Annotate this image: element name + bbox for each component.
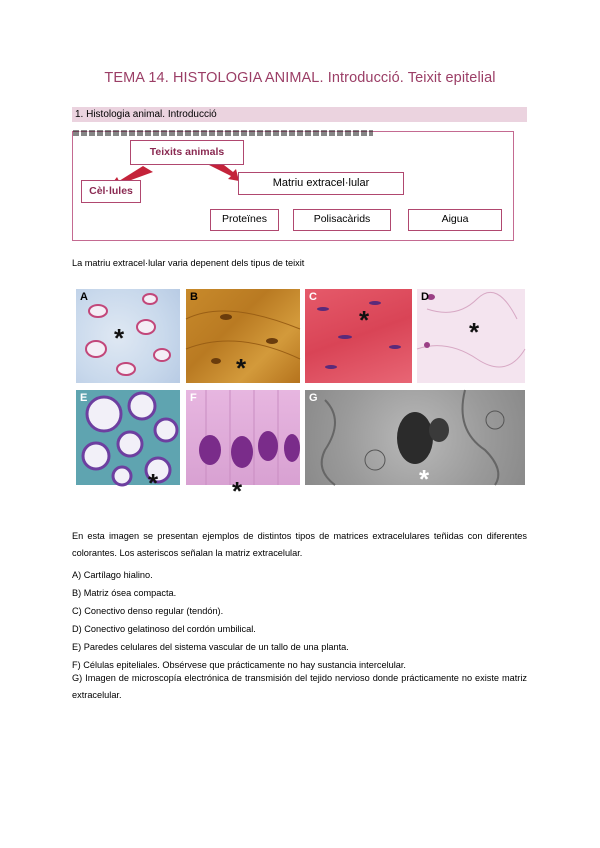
list-item: G) Imagen de microscopía electrónica de transmisión del tejido nervioso donde prácticamente no existe matriz extracelular. (72, 673, 527, 700)
ecm-diagram (72, 131, 514, 241)
panel-a-hyaline-cartilage (76, 289, 180, 383)
asterisk-marker: * (148, 468, 159, 498)
asterisk-marker: * (359, 305, 370, 335)
list-item: A) Cartílago hialino. (72, 570, 153, 580)
panel-label: E (80, 392, 88, 404)
list-item: E) Paredes celulares del sistema vascular de un tallo de una planta. (72, 642, 349, 652)
page-title: TEMA 14. HISTOLOGIA ANIMAL. Introducció. Teixit epitelial (104, 70, 496, 86)
panel-e-plant-vascular (76, 390, 180, 498)
list-item: D) Conectivo gelatinoso del cordón umbilical. (72, 624, 256, 634)
panel-f-epithelial (186, 390, 300, 506)
diagram-matrix: Matriu extracel·lular (238, 172, 404, 195)
panel-b-compact-bone (186, 289, 300, 383)
diagram-polysaccharides: Polisacàrids (293, 209, 391, 231)
panel-label: F (190, 392, 197, 404)
panel-c-dense-tendon (305, 289, 412, 383)
asterisk-marker: * (236, 353, 247, 383)
asterisk-marker: * (469, 317, 480, 347)
list-item: B) Matriz ósea compacta. (72, 588, 177, 598)
asterisk-marker: * (114, 323, 125, 353)
panel-label: D (421, 291, 429, 303)
intro-line: La matriu extracel·lular varia depenent dels tipus de teixit (72, 258, 305, 268)
panel-label: C (309, 291, 317, 303)
diagram-proteins: Proteïnes (210, 209, 279, 231)
panel-g-electron-micrograph (305, 390, 525, 494)
asterisk-marker: * (232, 476, 243, 506)
panel-label: A (80, 291, 88, 303)
diagram-root: Teixits animals (130, 140, 244, 165)
list-item: C) Conectivo denso regular (tendón). (72, 606, 224, 616)
asterisk-marker: * (419, 464, 430, 494)
diagram-cells: Cèl·lules (81, 180, 141, 203)
panel-d-umbilical-cord (417, 289, 525, 383)
panel-label: G (309, 392, 318, 404)
list-item: F) Células epiteliales. Obsérvese que prácticamente no hay sustancia intercelular. (72, 660, 406, 670)
section-heading: 1. Histologia animal. Introducció (72, 107, 527, 122)
diagram-water: Aigua (408, 209, 502, 231)
panel-label: B (190, 291, 198, 303)
figure-caption: En esta imagen se presentan ejemplos de distintos tipos de matrices extracelulares teñidas con diferentes colorantes. Los asteriscos señalan la matriz extracelular. (72, 531, 527, 558)
